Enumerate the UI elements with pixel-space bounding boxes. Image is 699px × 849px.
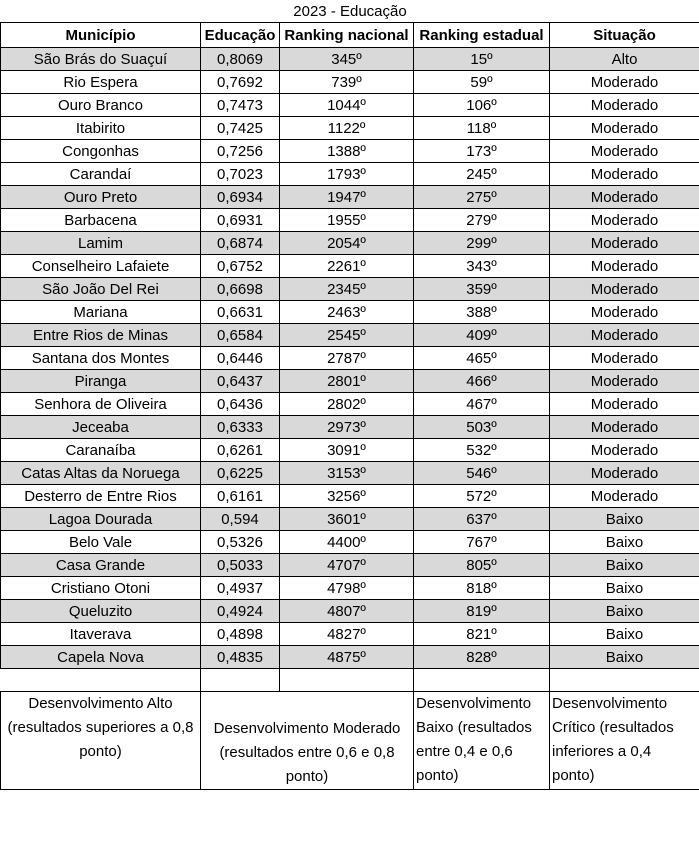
educacao-cell: 0,6161: [201, 485, 280, 508]
educacao-cell: 0,6584: [201, 324, 280, 347]
situacao-cell: Baixo: [550, 646, 699, 669]
situacao-cell: Moderado: [550, 94, 699, 117]
municipio-cell: Belo Vale: [1, 531, 201, 554]
ranking-estadual-cell: 359º: [414, 278, 550, 301]
municipio-cell: São João Del Rei: [1, 278, 201, 301]
situacao-cell: Baixo: [550, 508, 699, 531]
ranking-nacional-cell: 2801º: [280, 370, 414, 393]
ranking-estadual-cell: 245º: [414, 163, 550, 186]
ranking-estadual-cell: 572º: [414, 485, 550, 508]
table-row: [1, 508, 699, 531]
situacao-cell: Moderado: [550, 301, 699, 324]
ranking-nacional-cell: 2802º: [280, 393, 414, 416]
municipio-cell: Capela Nova: [1, 646, 201, 669]
municipio-cell: Desterro de Entre Rios: [1, 485, 201, 508]
ranking-estadual-cell: 767º: [414, 531, 550, 554]
ranking-nacional-cell: 4798º: [280, 577, 414, 600]
ranking-estadual-cell: 828º: [414, 646, 550, 669]
ranking-nacional-cell: 1947º: [280, 186, 414, 209]
educacao-cell: 0,8069: [201, 48, 280, 71]
municipio-cell: Itaverava: [1, 623, 201, 646]
blank-cell: [280, 669, 414, 692]
situacao-cell: Moderado: [550, 485, 699, 508]
educacao-cell: 0,7256: [201, 140, 280, 163]
blank-cell: [550, 669, 699, 692]
header-situacao: Situação: [550, 23, 699, 48]
educacao-cell: 0,7692: [201, 71, 280, 94]
municipio-cell: Barbacena: [1, 209, 201, 232]
situacao-cell: Moderado: [550, 416, 699, 439]
situacao-cell: Moderado: [550, 117, 699, 140]
situacao-cell: Baixo: [550, 600, 699, 623]
table-row: [1, 554, 699, 577]
municipio-cell: Rio Espera: [1, 71, 201, 94]
ranking-nacional-cell: 739º: [280, 71, 414, 94]
ranking-nacional-cell: 1955º: [280, 209, 414, 232]
municipio-cell: Piranga: [1, 370, 201, 393]
table-row: [1, 393, 699, 416]
educacao-cell: 0,4924: [201, 600, 280, 623]
ranking-estadual-cell: 818º: [414, 577, 550, 600]
table-row: [1, 117, 699, 140]
municipio-cell: Itabirito: [1, 117, 201, 140]
educacao-cell: 0,6874: [201, 232, 280, 255]
table-row: [1, 186, 699, 209]
educacao-cell: 0,6931: [201, 209, 280, 232]
legend-baixo: Desenvolvimento Baixo (resultados entre 0,4 e 0,6 ponto): [414, 692, 550, 790]
municipio-cell: Santana dos Montes: [1, 347, 201, 370]
ranking-estadual-cell: 805º: [414, 554, 550, 577]
educacao-cell: 0,6333: [201, 416, 280, 439]
table-row: [1, 255, 699, 278]
header-row: [1, 23, 699, 48]
situacao-cell: Moderado: [550, 439, 699, 462]
educacao-cell: 0,6631: [201, 301, 280, 324]
ranking-nacional-cell: 2261º: [280, 255, 414, 278]
municipio-cell: Ouro Branco: [1, 94, 201, 117]
table-row: [1, 485, 699, 508]
situacao-cell: Baixo: [550, 623, 699, 646]
legend-row: [1, 692, 699, 790]
ranking-estadual-cell: 467º: [414, 393, 550, 416]
table-row: [1, 531, 699, 554]
table-row: [1, 94, 699, 117]
blank-cell: [201, 669, 280, 692]
municipio-cell: Carandaí: [1, 163, 201, 186]
educacao-cell: 0,6261: [201, 439, 280, 462]
situacao-cell: Moderado: [550, 393, 699, 416]
blank-row: [1, 669, 699, 692]
municipio-cell: Congonhas: [1, 140, 201, 163]
ranking-estadual-cell: 15º: [414, 48, 550, 71]
table-row: [1, 71, 699, 94]
table-row: [1, 278, 699, 301]
ranking-nacional-cell: 4707º: [280, 554, 414, 577]
educacao-cell: 0,6225: [201, 462, 280, 485]
ranking-nacional-cell: 345º: [280, 48, 414, 71]
table-row: [1, 646, 699, 669]
situacao-cell: Moderado: [550, 232, 699, 255]
municipio-cell: Lamim: [1, 232, 201, 255]
ranking-estadual-cell: 59º: [414, 71, 550, 94]
ranking-estadual-cell: 532º: [414, 439, 550, 462]
educacao-cell: 0,6446: [201, 347, 280, 370]
situacao-cell: Baixo: [550, 531, 699, 554]
table-row: [1, 324, 699, 347]
ranking-nacional-cell: 1793º: [280, 163, 414, 186]
ranking-estadual-cell: 106º: [414, 94, 550, 117]
ranking-estadual-cell: 466º: [414, 370, 550, 393]
ranking-estadual-cell: 503º: [414, 416, 550, 439]
situacao-cell: Moderado: [550, 462, 699, 485]
educacao-cell: 0,6437: [201, 370, 280, 393]
table-row: [1, 347, 699, 370]
legend-moderado: Desenvolvimento Moderado (resultados entre 0,6 e 0,8 ponto): [201, 692, 414, 790]
header-municipio: Município: [1, 23, 201, 48]
table-row: [1, 232, 699, 255]
educacao-cell: 0,7473: [201, 94, 280, 117]
table-row: [1, 600, 699, 623]
municipio-cell: Queluzito: [1, 600, 201, 623]
situacao-cell: Moderado: [550, 255, 699, 278]
municipio-cell: Caranaíba: [1, 439, 201, 462]
ranking-estadual-cell: 388º: [414, 301, 550, 324]
educacao-cell: 0,6752: [201, 255, 280, 278]
ranking-nacional-cell: 1122º: [280, 117, 414, 140]
situacao-cell: Baixo: [550, 577, 699, 600]
municipio-cell: Mariana: [1, 301, 201, 324]
educacao-cell: 0,4898: [201, 623, 280, 646]
ranking-nacional-cell: 4827º: [280, 623, 414, 646]
ranking-nacional-cell: 4400º: [280, 531, 414, 554]
situacao-cell: Moderado: [550, 324, 699, 347]
ranking-estadual-cell: 299º: [414, 232, 550, 255]
ranking-nacional-cell: 4807º: [280, 600, 414, 623]
educacao-cell: 0,6698: [201, 278, 280, 301]
table-row: [1, 623, 699, 646]
ranking-estadual-cell: 409º: [414, 324, 550, 347]
ranking-estadual-cell: 546º: [414, 462, 550, 485]
header-educacao: Educação: [201, 23, 280, 48]
situacao-cell: Alto: [550, 48, 699, 71]
blank-cell: [414, 669, 550, 692]
ranking-nacional-cell: 2973º: [280, 416, 414, 439]
situacao-cell: Moderado: [550, 71, 699, 94]
table-row: [1, 209, 699, 232]
educacao-cell: 0,4937: [201, 577, 280, 600]
ranking-estadual-cell: 819º: [414, 600, 550, 623]
situacao-cell: Moderado: [550, 186, 699, 209]
blank-cell: [1, 669, 201, 692]
ranking-estadual-cell: 343º: [414, 255, 550, 278]
situacao-cell: Moderado: [550, 140, 699, 163]
ranking-estadual-cell: 821º: [414, 623, 550, 646]
ranking-estadual-cell: 118º: [414, 117, 550, 140]
municipio-cell: Jeceaba: [1, 416, 201, 439]
educacao-cell: 0,5326: [201, 531, 280, 554]
ranking-nacional-cell: 2345º: [280, 278, 414, 301]
ranking-nacional-cell: 1044º: [280, 94, 414, 117]
table-row: [1, 301, 699, 324]
municipio-cell: Conselheiro Lafaiete: [1, 255, 201, 278]
ranking-nacional-cell: 2545º: [280, 324, 414, 347]
table-title: 2023 - Educação: [293, 2, 407, 20]
educacao-cell: 0,6436: [201, 393, 280, 416]
header-ranking-nacional: Ranking nacional: [280, 23, 414, 48]
municipio-cell: Ouro Preto: [1, 186, 201, 209]
educacao-cell: 0,6934: [201, 186, 280, 209]
table-row: [1, 439, 699, 462]
table-row: [1, 163, 699, 186]
ranking-nacional-cell: 1388º: [280, 140, 414, 163]
ranking-estadual-cell: 173º: [414, 140, 550, 163]
municipio-cell: Lagoa Dourada: [1, 508, 201, 531]
table-row: [1, 48, 699, 71]
table-row: [1, 140, 699, 163]
table-row: [1, 416, 699, 439]
situacao-cell: Moderado: [550, 209, 699, 232]
municipio-cell: Cristiano Otoni: [1, 577, 201, 600]
educacao-cell: 0,594: [201, 508, 280, 531]
municipio-cell: Entre Rios de Minas: [1, 324, 201, 347]
table-row: [1, 577, 699, 600]
ranking-nacional-cell: 3256º: [280, 485, 414, 508]
ranking-nacional-cell: 2054º: [280, 232, 414, 255]
header-ranking-estadual: Ranking estadual: [414, 23, 550, 48]
municipio-cell: Senhora de Oliveira: [1, 393, 201, 416]
ranking-estadual-cell: 465º: [414, 347, 550, 370]
educacao-cell: 0,4835: [201, 646, 280, 669]
educacao-cell: 0,7023: [201, 163, 280, 186]
situacao-cell: Baixo: [550, 554, 699, 577]
table-row: [1, 370, 699, 393]
ranking-nacional-cell: 2787º: [280, 347, 414, 370]
ranking-nacional-cell: 3091º: [280, 439, 414, 462]
municipio-cell: Catas Altas da Noruega: [1, 462, 201, 485]
legend-alto: Desenvolvimento Alto (resultados superiores a 0,8 ponto): [1, 692, 201, 790]
situacao-cell: Moderado: [550, 370, 699, 393]
ranking-nacional-cell: 2463º: [280, 301, 414, 324]
municipio-cell: Casa Grande: [1, 554, 201, 577]
ranking-nacional-cell: 4875º: [280, 646, 414, 669]
ranking-nacional-cell: 3601º: [280, 508, 414, 531]
ranking-estadual-cell: 279º: [414, 209, 550, 232]
municipio-cell: São Brás do Suaçuí: [1, 48, 201, 71]
situacao-cell: Moderado: [550, 347, 699, 370]
ranking-estadual-cell: 275º: [414, 186, 550, 209]
situacao-cell: Moderado: [550, 278, 699, 301]
situacao-cell: Moderado: [550, 163, 699, 186]
educacao-cell: 0,5033: [201, 554, 280, 577]
ranking-estadual-cell: 637º: [414, 508, 550, 531]
educacao-cell: 0,7425: [201, 117, 280, 140]
table-row: [1, 462, 699, 485]
ranking-nacional-cell: 3153º: [280, 462, 414, 485]
legend-critico: Desenvolvimento Crítico (resultados inferiores a 0,4 ponto): [550, 692, 699, 790]
